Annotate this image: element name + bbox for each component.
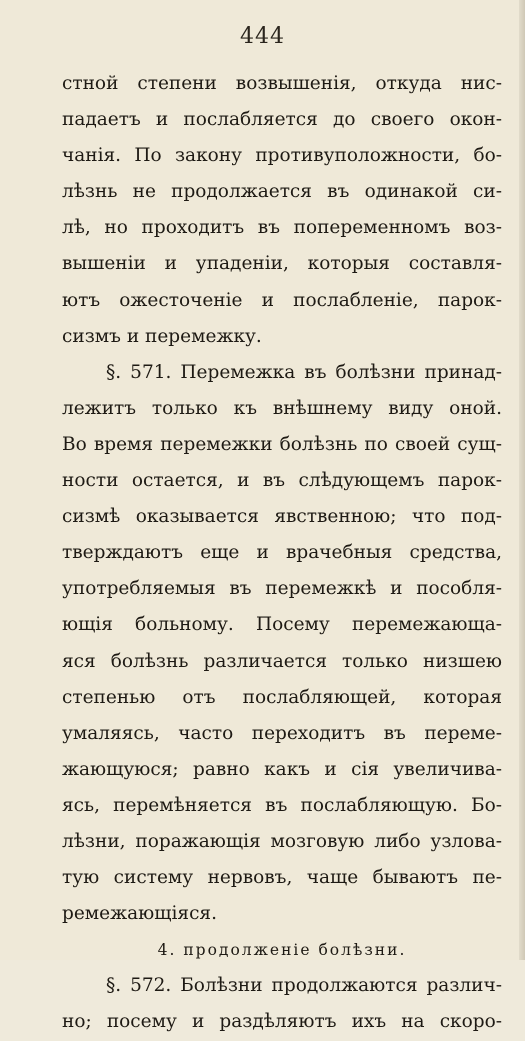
text-line: степенью отъ послабляющей, которая [62, 686, 502, 708]
text-line: сизмъ и перемежку. [62, 325, 262, 347]
text-line: тверждаютъ еще и врачебныя средства, [62, 542, 502, 564]
text-line: лежитъ только къ внѣшнему виду оной. [62, 397, 502, 419]
text-line: лѣзни, поражающія мозговую либо узлова- [62, 830, 502, 852]
text-line: жающуюся; равно какъ и сія увеличива- [62, 758, 502, 780]
text-line: ности остается, и въ слѣдующемъ парок- [62, 470, 502, 492]
text-line: стной степени возвышенія, откуда нис- [62, 73, 502, 94]
text-line: ясь, перемѣняется въ послабляющую. Бо- [62, 794, 502, 816]
text-line: но; посему и раздѣляютъ ихъ на скоро- [62, 1011, 502, 1033]
text-line: лѣ, но проходитъ въ попеременномъ воз- [62, 217, 502, 239]
text-line: яся болѣзнь различается только низшею [62, 650, 502, 672]
text-line: умаляясь, часто переходитъ въ переме- [62, 722, 502, 744]
section-heading: 4. продолженіе болѣзни. [157, 941, 407, 960]
page-edge [519, 0, 525, 960]
paragraph-start-line: §. 571. Перемежка въ болѣзни принад- [106, 361, 502, 383]
text-line: сизмѣ оказывается явственною; что под- [62, 506, 502, 528]
text-line: употребляемыя въ перемежкѣ и пособля- [62, 578, 502, 600]
text-line: чанія. По закону противуположности, бо- [62, 145, 502, 167]
text-line: ющія больному. Посему перемежающа- [62, 614, 502, 636]
text-line: вышеніи и упаденіи, которыя составля- [62, 253, 502, 275]
paragraph-start-line: §. 572. Болѣзни продолжаются различ- [106, 975, 502, 997]
text-line: ютъ ожесточеніе и послабленіе, парок- [62, 289, 502, 311]
text-line: лѣзнь не продолжается въ одинакой си- [62, 181, 502, 203]
text-line: тую систему нервовъ, чаще бываютъ пе- [62, 867, 502, 889]
page-number: 444 [240, 24, 285, 49]
text-line: ремежающіяся. [62, 903, 217, 925]
body-text [62, 66, 502, 1041]
text-line: Во время перемежки болѣзнь по своей сущ- [62, 433, 502, 455]
text-line: падаетъ и послабляется до своего окон- [62, 109, 502, 131]
